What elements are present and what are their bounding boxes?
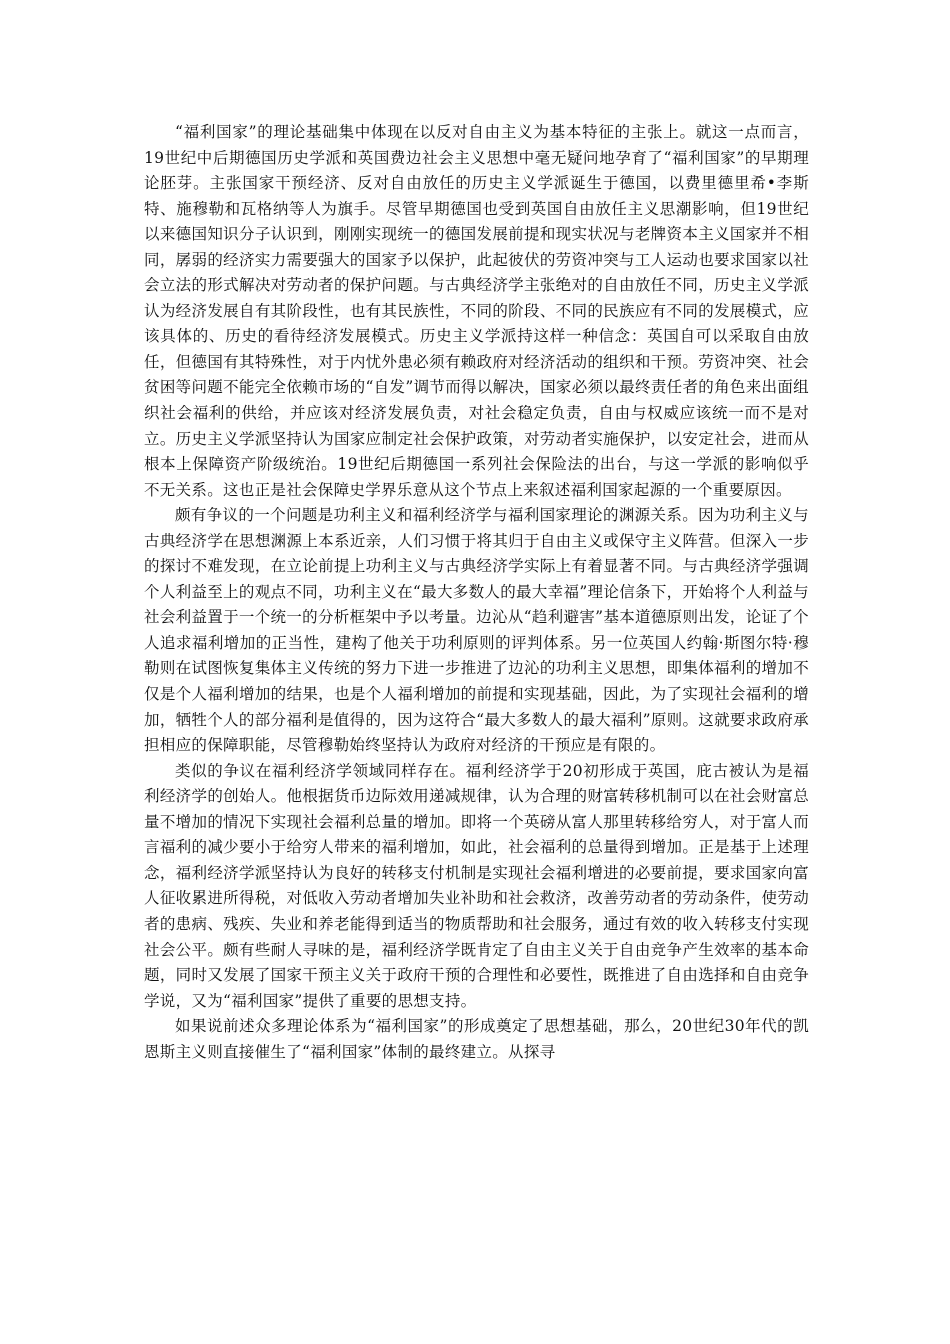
paragraph-historical-school: “福利国家”的理论基础集中体现在以反对自由主义为基本特征的主张上。就这一点而言， 19世纪中后期德国历史学派和英国费边社会主义思想中毫无疑问地孕育了“福利国家”的早期理论胚芽。主张国家干预经济、反对自由放任的历史主义学派诞生于德国，以费里德里希•李斯特、施穆勒和瓦格纳等人为旗手。尽管早期德国也受到英国自由放任主义思潮影响，但19世纪以来德国知识分子认识到，刚刚实现统一的德国发展前提和现实状况与老牌资本主义国家并不相同，孱弱的经济实力需要强大的国家予以保护，此起彼伏的劳资冲突与工人运动也要求国家以社会立法的形式解决对劳动者的保护问题。与古典经济学主张绝对的自由放任不同，历史主义学派认为经济发展自有其阶段性，也有其民族性，不同的阶段、不同的民族应有不同的发展模式，应该具体的、历史的看待经济发展模式。历史主义学派持这样一种信念：英国自可以采取自由放任，但德国有其特殊性，对于内忧外患必须有赖政府对经济活动的组织和干预。劳资冲突、社会贫困等问题不能完全依赖市场的“自发”调节而得以解决，国家必须以最终责任者的角色来出面组织社会福利的供给，并应该对经济发展负责，对社会稳定负责，自由与权威应该统一而不是对立。历史主义学派坚持认为国家应制定社会保护政策，对劳动者实施保护，以安定社会，进而从根本上保障资产阶级统治。19世纪后期德国一系列社会保险法的出台，与这一学派的影响似乎不无关系。这也正是社会保障史学界乐意从这个节点上来叙述福利国家起源的一个重要原因。	[144, 123, 809, 499]
paragraph-welfare-economics: 类似的争议在福利经济学领域同样存在。福利经济学于20初形成于英国，庇古被认为是福利经济学的创始人。他根据货币边际效用递减规律，认为合理的财富转移机制可以在社会财富总量不增加的情况下实现社会福利总量的增加。即将一个英磅从富人那里转移给穷人，对于富人而言福利的减少要小于给穷人带来的福利增加，如此，社会福利的总量得到增加。正是基于上述理念，福利经济学派坚持认为良好的转移支付机制是实现社会福利增进的必要前提，要求国家向富人征收累进所得税，对低收入劳动者增加失业补助和社会救济，改善劳动者的劳动条件，使劳动者的患病、残疾、失业和养老能得到适当的物质帮助和社会服务，通过有效的收入转移支付实现社会公平。颇有些耐人寻味的是，福利经济学既肯定了自由主义关于自由竞争产生效率的基本命题，同时又发展了国家干预主义关于政府干预的合理性和必要性，既推进了自由选择和自由竞争学说，又为“福利国家”提供了重要的思想支持。	[144, 761, 809, 1010]
document-page	[144, 120, 809, 1065]
paragraph-utilitarianism: 颇有争议的一个问题是功利主义和福利经济学与福利国家理论的渊源关系。因为功利主义与古典经济学在思想渊源上本系近亲，人们习惯于将其归于自由主义或保守主义阵营。但深入一步的探讨不难发现，在立论前提上功利主义与古典经济学实际上有着显著不同。与古典经济学强调个人利益至上的观点不同，功利主义在“最大多数人的最大幸福”理论信条下，开始将个人利益与社会利益置于一个统一的分析框架中予以考量。边沁从“趋利避害”基本道德原则出发，论证了个人追求福利增加的正当性，建构了他关于功利原则的评判体系。另一位英国人约翰·斯图尔特·穆勒则在试图恢复集体主义传统的努力下进一步推进了边沁的功利主义思想，即集体福利的增加不仅是个人福利增加的结果，也是个人福利增加的前提和实现基础，因此，为了实现社会福利的增加，牺牲个人的部分福利是值得的，因为这符合“最大多数人的最大福利”原则。这就要求政府承担相应的保障职能，尽管穆勒始终坚持认为政府对经济的干预应是有限的。	[144, 506, 809, 755]
paragraph-keynesianism: 如果说前述众多理论体系为“福利国家”的形成奠定了思想基础，那么，20世纪30年代的凯恩斯主义则直接催生了“福利国家”体制的最终建立。从探寻	[144, 1017, 809, 1061]
